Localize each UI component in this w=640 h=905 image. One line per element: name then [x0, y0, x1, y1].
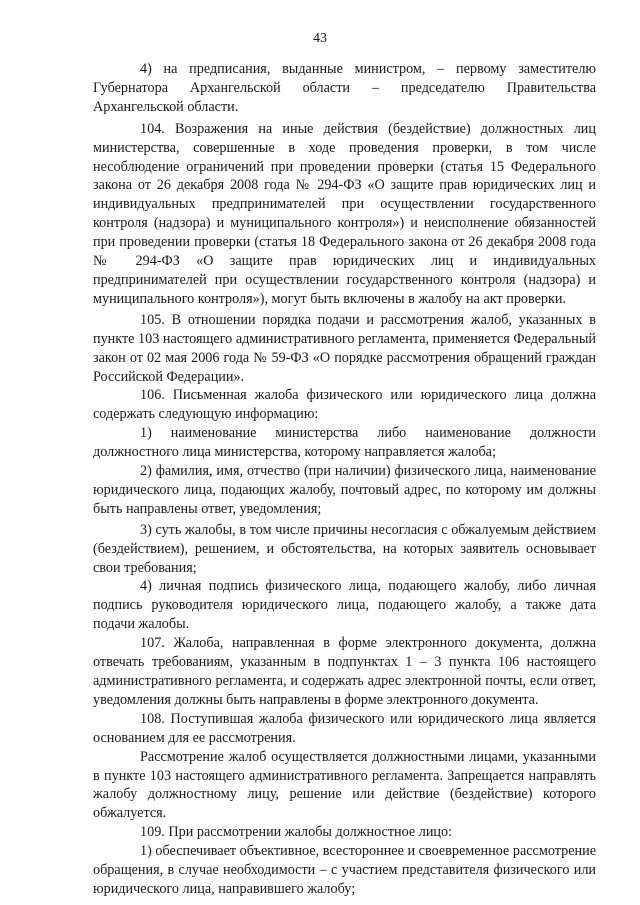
paragraph-104: 104. Возражения на иные действия (бездействие) должностных лиц министерства, совершенные в ходе проведения проверки, в том числе несоблюдение ограничений при проведении проверки (статья 15 Федерального закона от 26 декабря 2008 года № 294-ФЗ «О защите прав юридических лиц и индивидуальных предпринимателей при осуществлении государственного контроля (надзора) и муниципального контроля») и неисполнение обязанностей при проведении проверки (статья 18 Федерального закона от 26 декабря 2008 года № 294-ФЗ «О защите прав юридических лиц и индивидуальных предпринимателей при осуществлении государственного контроля (надзора) и муниципального контроля»), могут быть включены в жалобу на акт проверки.	[93, 120, 596, 307]
paragraph-109: 109. При рассмотрении жалобы должностное лицо:	[140, 824, 453, 841]
paragraph-item-4: 4) на предписания, выданные министром, – первому заместителю Губернатора Архангельской области – председателю Правительства Архангельской области.	[93, 61, 596, 115]
paragraph-106: 106. Письменная жалоба физического или юридического лица должна содержать следующую информацию:	[93, 387, 596, 423]
paragraph-108-review: Рассмотрение жалоб осуществляется должностными лицами, указанными в пункте 103 настоящего административного регламента. Запрещается направлять жалобу должностному лицу, решение или действие (бездействие) которого обжалуется.	[93, 748, 596, 822]
document-body	[93, 60, 596, 899]
paragraph-105: 105. В отношении порядка подачи и рассмотрения жалоб, указанных в пункте 103 настоящего административного регламента, применяется Федеральный закон от 02 мая 2006 года № 59-ФЗ «О порядке рассмотрения обращений граждан Российской Федерации».	[93, 311, 596, 385]
paragraph-106-item-4: 4) личная подпись физического лица, подающего жалобу, либо личная подпись руководителя юридического лица, подающего жалобу, а также дата подачи жалобы.	[93, 578, 596, 633]
page-number: 43	[313, 31, 327, 46]
paragraph-109-item-1: 1) обеспечивает объективное, всестороннее и своевременное рассмотрение обращения, в случае необходимости – с участием представителя физического или юридического лица, направившего жалобу;	[93, 843, 596, 897]
paragraph-108: 108. Поступившая жалоба физического или юридического лица является основанием для ее рассмотрения.	[93, 710, 596, 746]
paragraph-106-item-2: 2) фамилия, имя, отчество (при наличии) физического лица, наименование юридического лица, подающих жалобу, почтовый адрес, по которому им должны быть направлены ответ, уведомления;	[93, 463, 596, 517]
paragraph-106-item-1: 1) наименование министерства либо наименование должности должностного лица министерства, которому направляется жалоба;	[93, 425, 596, 461]
paragraph-107: 107. Жалоба, направленная в форме электронного документа, должна отвечать требованиям, указанным в подпунктах 1 – 3 пункта 106 настоящего административного регламента, и содержать адрес электронной почты, если ответ, уведомления должны быть направлены в форме электронного документа.	[93, 635, 596, 708]
paragraph-106-item-3: 3) суть жалобы, в том числе причины несогласия с обжалуемым действием (бездействием), решением, и обстоятельства, на которых заявитель основывает свои требования;	[93, 521, 596, 576]
